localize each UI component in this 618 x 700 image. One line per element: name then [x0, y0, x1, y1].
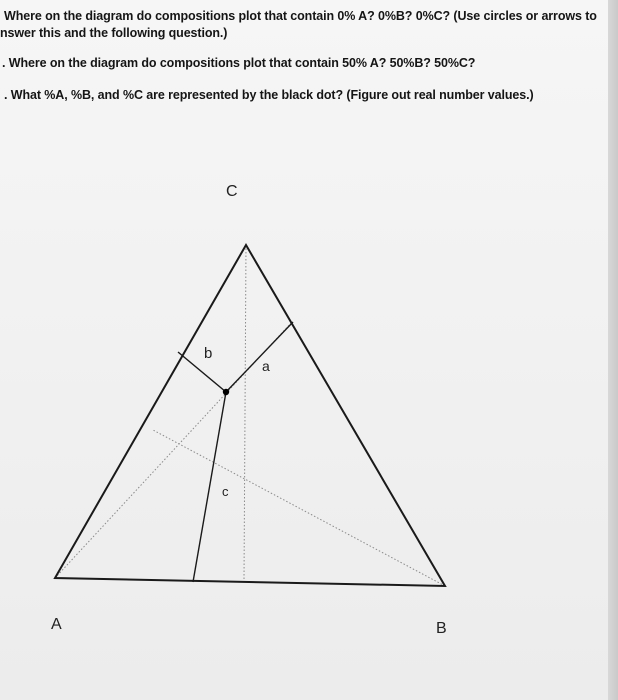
dotted-altitude-from-c — [244, 245, 246, 580]
segment-label-a: a — [262, 358, 270, 374]
question-1-line-1: Where on the diagram do compositions plot that contain 0% A? 0%B? 0%C? (Use circles or arrows to — [4, 9, 597, 23]
triangle-outline — [55, 245, 445, 586]
question-3: . What %A, %B, and %C are represented by the black dot? (Figure out real number values.) — [4, 88, 534, 102]
composition-dot — [223, 389, 229, 395]
question-1-line-2: nswer this and the following question.) — [0, 26, 228, 40]
vertex-label-b: B — [436, 620, 447, 637]
vertex-label-c: C — [226, 183, 238, 200]
segment-b-line — [178, 352, 226, 392]
segment-label-c: c — [222, 484, 229, 499]
question-2: . Where on the diagram do compositions plot that contain 50% A? 50%B? 50%C? — [2, 56, 476, 70]
vertex-label-a: A — [51, 616, 62, 633]
segment-label-b: b — [204, 345, 213, 362]
segment-a-line — [226, 322, 293, 392]
